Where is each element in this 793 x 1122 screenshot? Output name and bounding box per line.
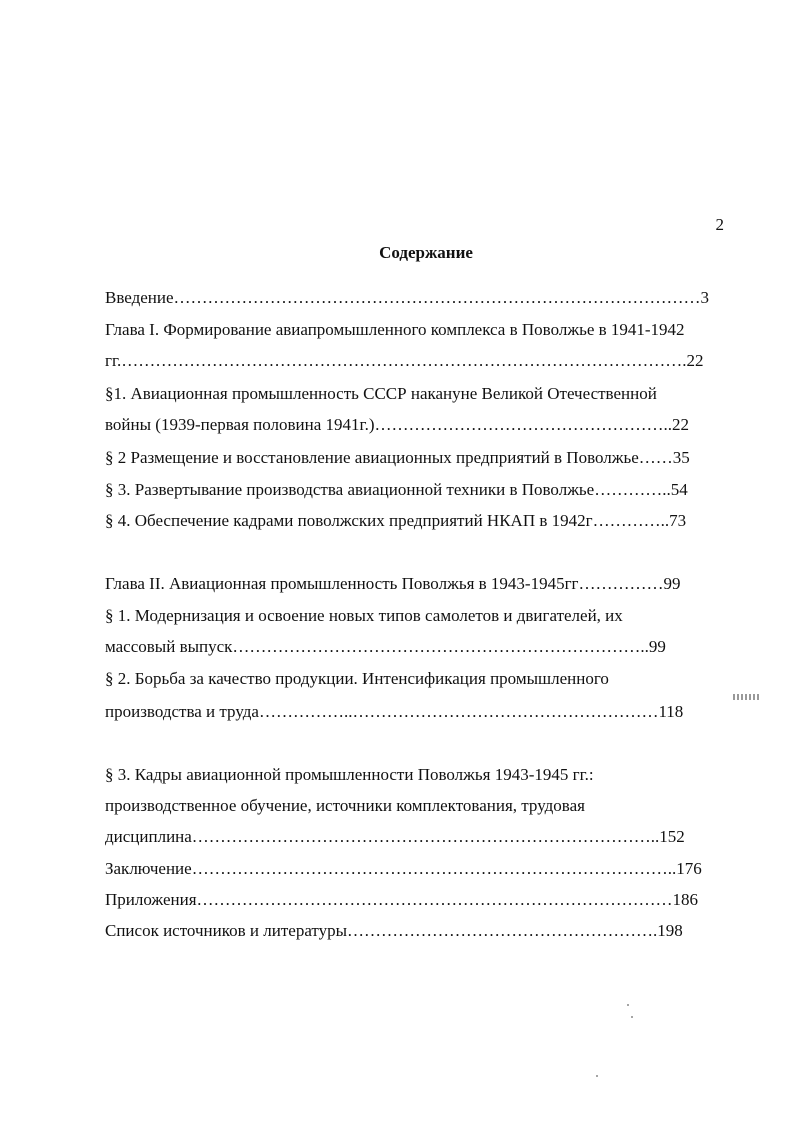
- toc-entry-ch1-sec2: § 2 Размещение и восстановление авиационных предприятий в Поволжье……35: [105, 448, 690, 467]
- toc-entry-ch1-sec1-cont: войны (1939-первая половина 1941г.)……………………………………………..22: [105, 415, 690, 434]
- toc-entry-appendices: Приложения…………………………………………………………………………186: [105, 890, 699, 909]
- toc-entry-ch1-sec4: § 4. Обеспечение кадрами поволжских предприятий НКАП в 1942г…………..73: [105, 511, 687, 530]
- scan-speck: [627, 1004, 629, 1006]
- toc-entry-ch2-sec3-cont1: производственное обучение, источники комплектования, трудовая: [105, 796, 585, 815]
- page-title: Содержание: [379, 243, 473, 262]
- toc-entry-bibliography: Список источников и литературы……………………………………………….198: [105, 921, 683, 940]
- scan-speck: [631, 1016, 633, 1018]
- toc-entry-ch2-sec1: § 1. Модернизация и освоение новых типов самолетов и двигателей, их: [105, 606, 623, 625]
- page-number: 2: [715, 215, 724, 234]
- toc-entry-ch2-sec2-cont: производства и труда……………..………………………………………………118: [105, 702, 684, 721]
- scan-speck: [596, 1075, 598, 1077]
- toc-entry-ch2-sec3: § 3. Кадры авиационной промышленности Поволжья 1943-1945 гг.:: [105, 765, 594, 784]
- toc-entry-introduction: Введение…………………………………………………………………………………3: [105, 288, 710, 307]
- toc-entry-ch2-sec1-cont: массовый выпуск………………………………………………………………..99: [105, 637, 666, 656]
- toc-entry-ch1-sec1: §1. Авиационная промышленность СССР накануне Великой Отечественной: [105, 384, 657, 403]
- toc-entry-chapter-2: Глава II. Авиационная промышленность Поволжья в 1943-1945гг……………99: [105, 574, 681, 593]
- toc-entry-ch2-sec2: § 2. Борьба за качество продукции. Интенсификация промышленного: [105, 669, 609, 688]
- toc-entry-conclusion: Заключение…………………………………………………………………………..176: [105, 859, 702, 878]
- toc-entry-ch1-sec3: § 3. Развертывание производства авиационной техники в Поволжье…………..54: [105, 480, 688, 499]
- scan-mark: [733, 694, 761, 700]
- toc-entry-chapter-1-cont: гг.……………………………………………………………………………………….22: [105, 351, 704, 370]
- toc-entry-ch2-sec3-cont2: дисциплина………………………………………………………………………..152: [105, 827, 685, 846]
- toc-entry-chapter-1: Глава I. Формирование авиапромышленного комплекса в Поволжье в 1941-1942: [105, 320, 685, 339]
